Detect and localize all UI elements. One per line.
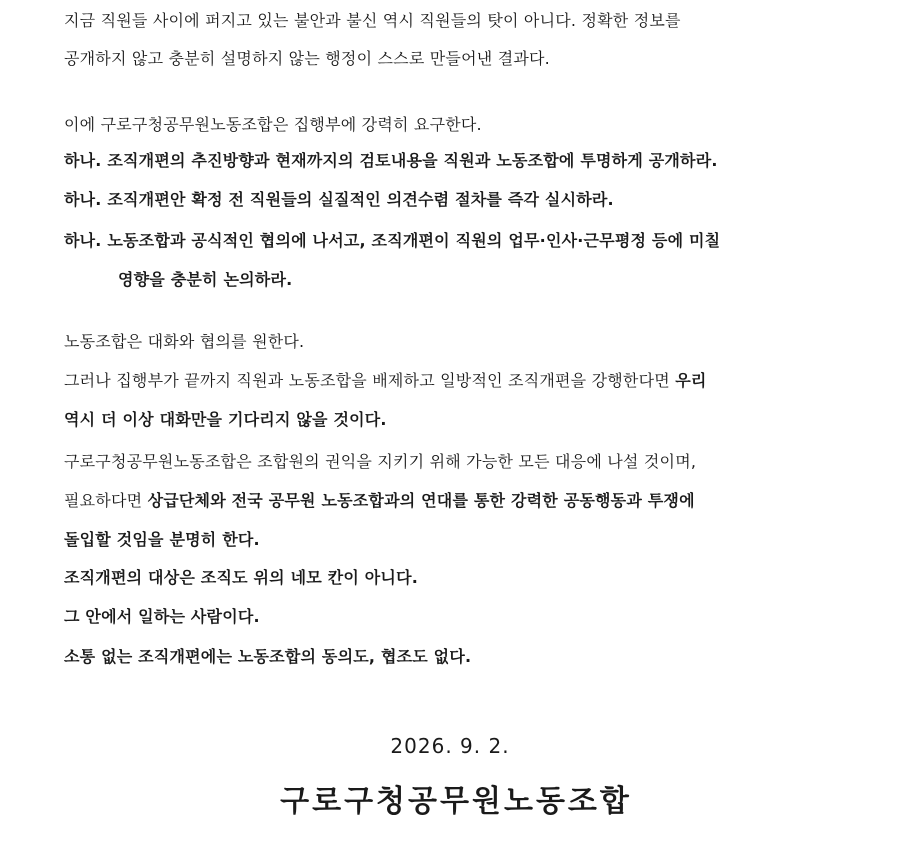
closing-line-3: 소통 없는 조직개편에는 노동조합의 동의도, 협조도 없다.	[64, 647, 472, 666]
demand-item-2: 하나. 조직개편안 확정 전 직원들의 실질적인 의견수렴 절차를 즉각 실시하라.	[64, 190, 614, 209]
commitment-line-3: 돌입할 것임을 분명히 한다.	[64, 530, 260, 549]
warning-line-2: 역시 더 이상 대화만을 기다리지 않을 것이다.	[64, 410, 387, 429]
dialogue-line: 노동조합은 대화와 협의를 원한다.	[64, 332, 305, 351]
warning-line-1-bold: 우리	[675, 371, 707, 390]
commitment-line-2	[64, 490, 695, 512]
closing-line-1: 조직개편의 대상은 조직도 위의 네모 칸이 아니다.	[64, 568, 419, 587]
warning-line-1	[64, 370, 707, 392]
statement-date: 2026. 9. 2.	[390, 734, 510, 758]
union-signature: 구로구청공무원노동조합	[280, 784, 632, 819]
intro-line-2: 공개하지 않고 충분히 설명하지 않는 행정이 스스로 만들어낸 결과다.	[64, 49, 550, 68]
demand-lead: 이에 구로구청공무원노동조합은 집행부에 강력히 요구한다.	[64, 115, 482, 134]
commitment-line-2-bold: 상급단체와 전국 공무원 노동조합과의 연대를 통한 강력한 공동행동과 투쟁에	[147, 491, 695, 510]
demand-item-3-continuation: 영향을 충분히 논의하라.	[118, 270, 293, 289]
intro-line-1: 지금 직원들 사이에 퍼지고 있는 불안과 불신 역시 직원들의 탓이 아니다. 정확한 정보를	[64, 11, 681, 30]
demand-item-1: 하나. 조직개편의 추진방향과 현재까지의 검토내용을 직원과 노동조합에 투명하게 공개하라.	[64, 151, 718, 170]
commitment-line-2-regular: 필요하다면	[64, 491, 148, 510]
closing-line-2: 그 안에서 일하는 사람이다.	[64, 607, 260, 626]
commitment-line-1: 구로구청공무원노동조합은 조합원의 권익을 지키기 위해 가능한 모든 대응에 나설 것이며,	[64, 452, 697, 471]
warning-line-1-regular: 그러나 집행부가 끝까지 직원과 노동조합을 배제하고 일방적인 조직개편을 강행한다면	[64, 371, 676, 390]
demand-item-3: 하나. 노동조합과 공식적인 협의에 나서고, 조직개편이 직원의 업무·인사·근무평정 등에 미칠	[64, 231, 721, 250]
